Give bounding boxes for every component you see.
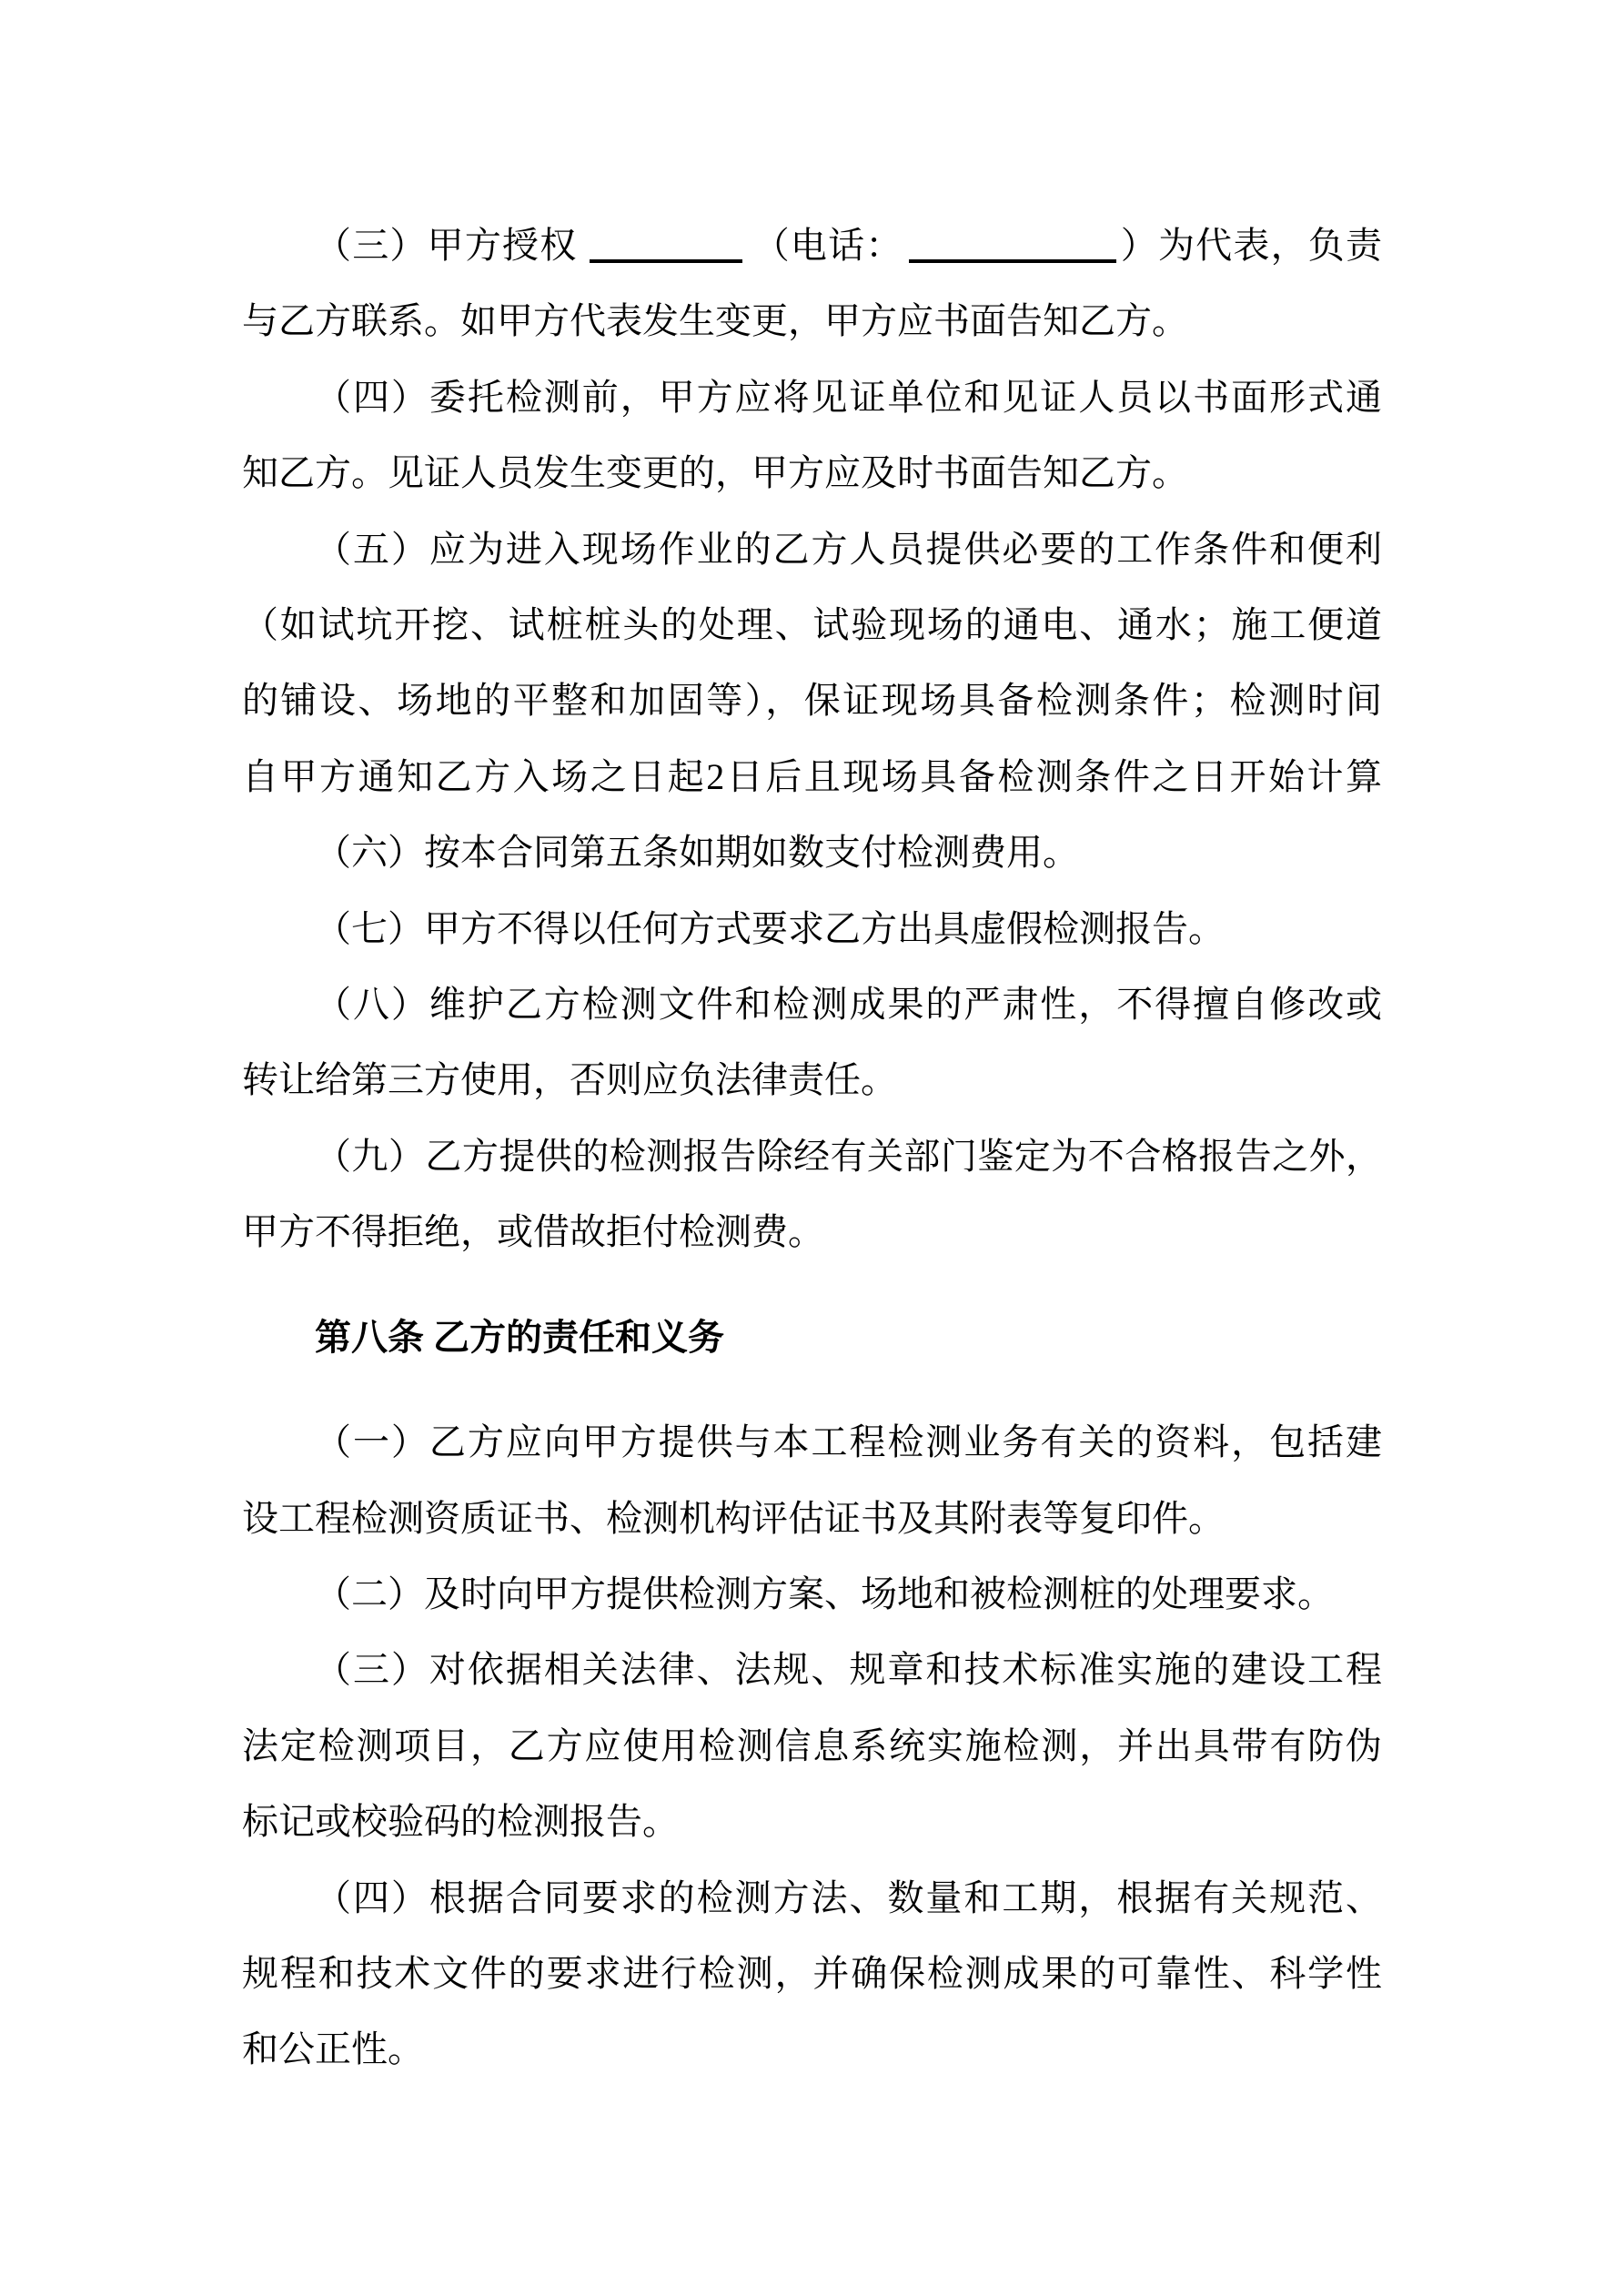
contract-line: 规程和技术文件的要求进行检测，并确保检测成果的可靠性、科学性 [242,1952,1382,1994]
contract-line: 自甲方通知乙方入场之日起2日后且现场具备检测条件之日开始计算 [242,755,1382,797]
contract-line-item-2: （二）及时向甲方提供检测方案、场地和被检测桩的处理要求。 [315,1573,1334,1614]
contract-line-clause-4: （四）委托检测前，甲方应将见证单位和见证人员以书面形式通 [315,376,1382,418]
contract-line-clause-9: （九）乙方提供的检测报告除经有关部门鉴定为不合格报告之外， [315,1135,1382,1177]
contract-line-clause-8: （八）维护乙方检测文件和检测成果的严肃性，不得擅自修改或 [315,984,1382,1026]
contract-line: （如试坑开挖、试桩桩头的处理、试验现场的通电、通水；施工便道 [242,604,1382,646]
section-heading-article-8: 第八条 乙方的责任和义务 [315,1316,724,1358]
contract-line-item-4: （四）根据合同要求的检测方法、数量和工期，根据有关规范、 [315,1876,1382,1918]
contract-line-clause-7: （七）甲方不得以任何方式要求乙方出具虚假检测报告。 [315,907,1225,949]
contract-text-block [242,207,1382,2088]
clause-3-phone-label: （电话： [751,225,903,266]
contract-line: 转让给第三方使用，否则应负法律责任。 [242,1059,897,1101]
contract-line: 知乙方。见证人员发生变更的，甲方应及时书面告知乙方。 [242,452,1188,494]
contract-line: 和公正性。 [242,2028,424,2070]
contract-line: 与乙方联系。如甲方代表发生变更，甲方应书面告知乙方。 [242,300,1188,342]
contract-line-item-1: （一）乙方应向甲方提供与本工程检测业务有关的资料，包括建 [315,1421,1382,1463]
contract-line: 设工程检测资质证书、检测机构评估证书及其附表等复印件。 [242,1497,1225,1539]
contract-line: 标记或校验码的检测报告。 [242,1801,679,1843]
contract-line: 法定检测项目，乙方应使用检测信息系统实施检测，并出具带有防伪 [242,1725,1382,1766]
contract-line: 甲方不得拒绝，或借故拒付检测费。 [242,1211,824,1253]
contract-line-clause-6: （六）按本合同第五条如期如数支付检测费用。 [315,832,1079,874]
clause-3-suffix: ）为代表，负责 [1119,225,1383,266]
contract-line-item-3: （三）对依据相关法律、法规、规章和技术标准实施的建设工程 [315,1649,1382,1691]
contract-line-clause-3 [242,207,1382,283]
contract-line: 的铺设、场地的平整和加固等），保证现场具备检测条件；检测时间 [242,680,1382,722]
clause-3-prefix: （三）甲方授权 [315,225,578,266]
contract-line-clause-5: （五）应为进入现场作业的乙方人员提供必要的工作条件和便利 [315,528,1382,570]
authorized-representative-blank [590,223,742,263]
phone-number-blank [909,223,1116,263]
